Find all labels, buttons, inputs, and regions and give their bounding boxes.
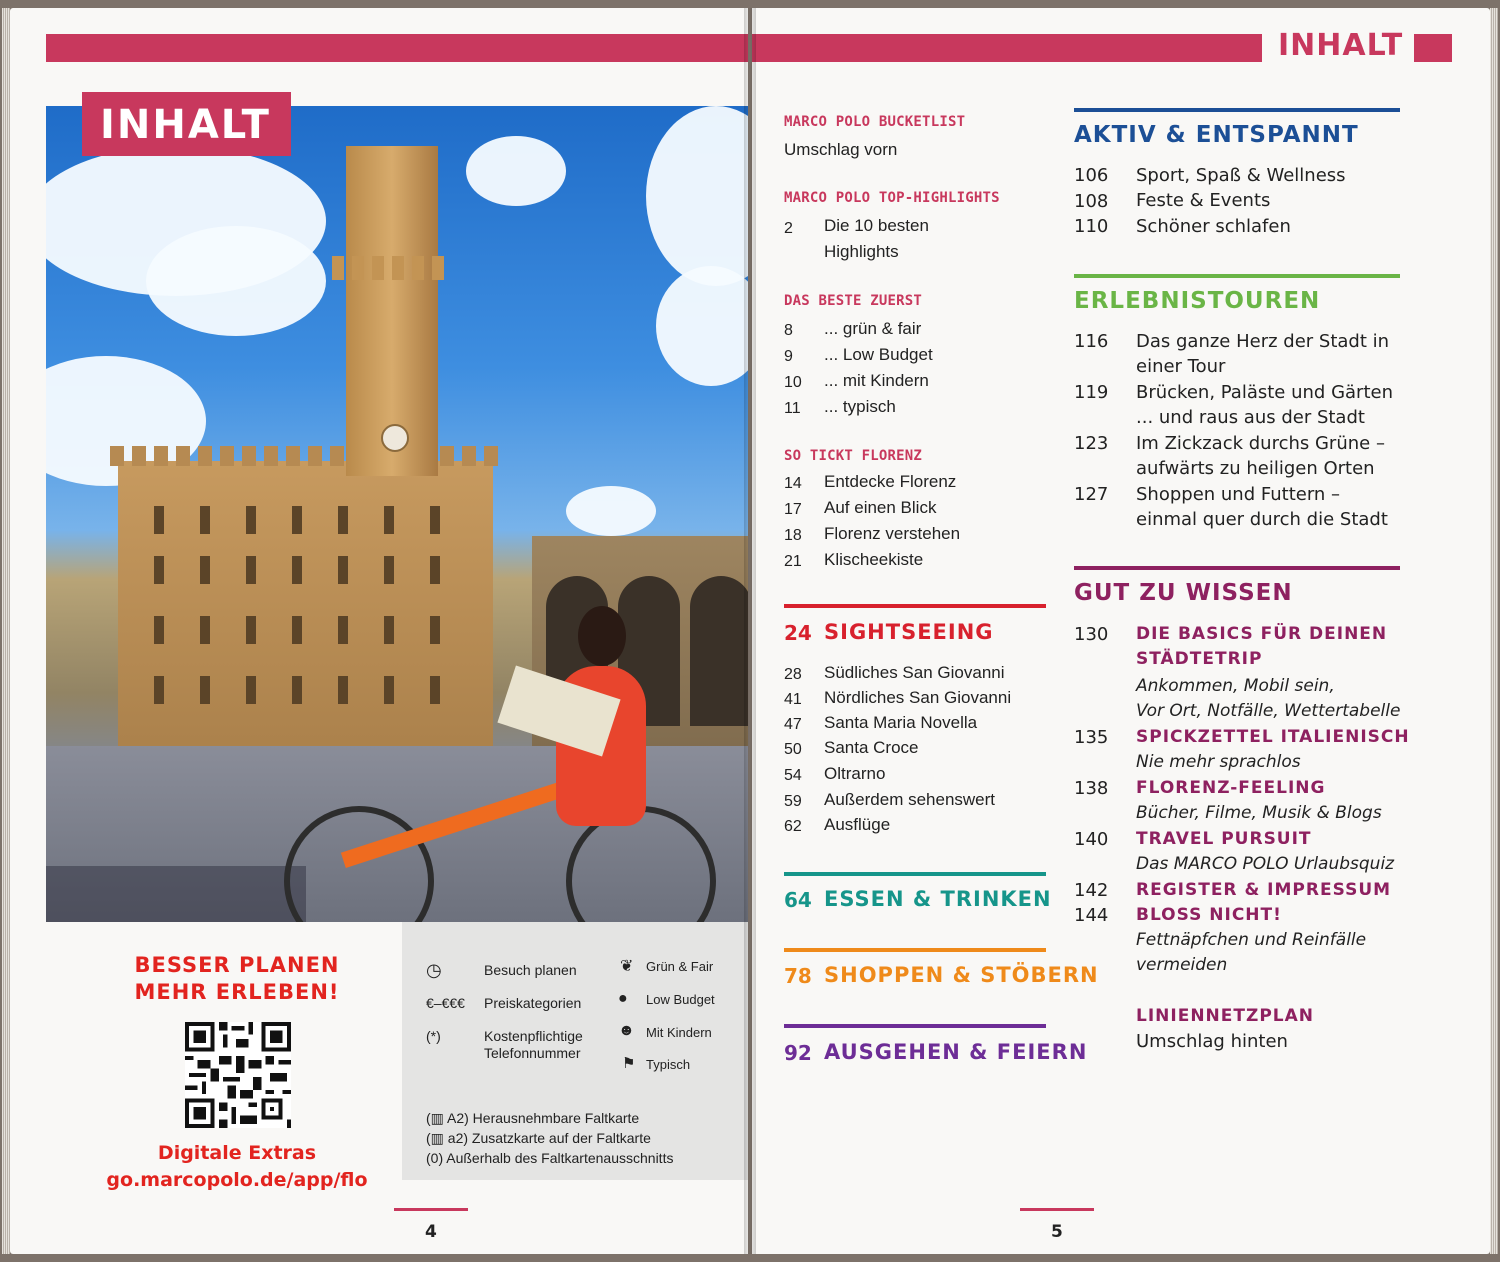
section-liniennetzplan[interactable]: LINIENNETZPLAN (1136, 1006, 1314, 1026)
touren-rule (1074, 274, 1400, 278)
toc-entry[interactable]: Ausflüge (824, 815, 891, 834)
price-range-symbol: €–€€€ (426, 995, 465, 1011)
section-shoppen-stoebern[interactable]: SHOPPEN & STÖBERN (824, 963, 1099, 987)
section-erlebnistouren[interactable]: ERLEBNISTOUREN (1074, 288, 1321, 314)
top-accent-bar-end (1414, 34, 1452, 62)
inhalt-badge: INHALT (82, 92, 291, 156)
toc-entry[interactable]: REGISTER & IMPRESSUM (1136, 880, 1392, 900)
toc-entry[interactable]: Im Zickzack durchs Grüne – aufwärts zu heiligen Orten (1136, 433, 1385, 479)
section-essen-trinken[interactable]: ESSEN & TRINKEN (824, 887, 1052, 911)
map-footnotes: (▥ A2) Herausnehmbare Faltkarte (▥ a2) Zusatzkarte auf der Faltkarte (0) Außerhalb des Faltkartenausschnitts (426, 1110, 674, 1166)
toc-entry[interactable]: Südliches San Giovanni (824, 663, 1005, 682)
toc-entry[interactable]: Das ganze Herz der Stadt in einer Tour (1136, 331, 1390, 377)
toc-entry-continued[interactable]: Highlights (824, 242, 899, 261)
wissen-rule (1074, 566, 1400, 570)
toc-entry[interactable]: Santa Croce (824, 738, 919, 757)
clock-icon: ◷ (426, 960, 442, 980)
section-top-highlights: MARCO POLO TOP-HIGHLIGHTS (784, 190, 1000, 206)
toc-entry[interactable]: Klischeekiste (824, 550, 924, 569)
section-bucketlist: MARCO POLO BUCKETLIST (784, 114, 966, 130)
digital-extras-promo (46, 922, 406, 1202)
promo-url[interactable]: go.marcopolo.de/app/flo (106, 1169, 368, 1191)
promo-subtitle: Digitale Extras go.marcopolo.de/app/flo (46, 1140, 428, 1194)
toc-entry[interactable]: ... grün & fair (824, 319, 922, 338)
leaf-icon: ❦ (620, 958, 634, 975)
children-icon: ☻ (618, 1022, 635, 1039)
phone-cost-symbol: (*) (426, 1028, 441, 1044)
toc-entry[interactable]: Außerdem sehenswert (824, 790, 996, 809)
symbol-legend: ◷ Besuch planen €–€€€ Preiskategorien (*) Kostenpflichtige Telefonnummer ❦ Grün & Fair ● Low Budget ☻ Mit Kindern ⚑ Typisch (▥ A2) Herausnehmbare Faltkarte (▥ a2) Zusatzkarte auf der Faltkarte (0) Außerhalb des Faltkartenausschnitts (402, 922, 748, 1180)
page-number-rule (1020, 1208, 1094, 1211)
toc-entry[interactable]: BLOSS NICHT! (1136, 905, 1282, 925)
left-page (10, 8, 748, 1254)
toc-entry[interactable]: Oltrarno (824, 764, 886, 783)
top-accent-bar (46, 34, 748, 62)
section-ausgehen-feiern[interactable]: AUSGEHEN & FEIERN (824, 1040, 1088, 1064)
toc-entry[interactable]: Brücken, Paläste und Gärten ... und raus aus der Stadt (1136, 382, 1393, 428)
toc-entry[interactable]: Feste & Events (1136, 190, 1271, 211)
ausgehen-rule (784, 1024, 1046, 1028)
sightseeing-rule (784, 604, 1046, 608)
page-number-rule (394, 1208, 468, 1211)
toc-entry[interactable]: Umschlag vorn (784, 140, 898, 159)
aktiv-rule (1074, 108, 1400, 112)
section-gut-zu-wissen[interactable]: GUT ZU WISSEN (1074, 580, 1293, 606)
qr-code[interactable] (179, 1022, 297, 1128)
section-so-tickt-florenz: SO TICKT FLORENZ (784, 448, 923, 464)
toc-entry[interactable]: Santa Maria Novella (824, 713, 978, 732)
running-title: INHALT (1278, 28, 1404, 63)
toc-entry[interactable]: DIE BASICS FÜR DEINEN STÄDTETRIP (1136, 624, 1388, 669)
toc-entry[interactable]: Nördliches San Giovanni (824, 688, 1012, 707)
toc-entry[interactable]: ... mit Kindern (824, 371, 929, 390)
palazzo-vecchio-photo (46, 106, 748, 922)
toc-entry[interactable]: Florenz verstehen (824, 524, 961, 543)
toc-entry[interactable]: Entdecke Florenz (824, 472, 957, 491)
book-gutter (744, 8, 756, 1254)
top-accent-bar (752, 34, 1262, 62)
toc-entry[interactable]: Shoppen und Futtern – einmal quer durch die Stadt (1136, 484, 1388, 530)
toc-entry[interactable]: Auf einen Blick (824, 498, 937, 517)
piggy-bank-icon: ● (618, 990, 628, 1007)
toc-entry[interactable]: Umschlag hinten (1136, 1031, 1288, 1052)
page-number-right: 5 (1051, 1222, 1063, 1242)
toc-entry[interactable]: ... typisch (824, 397, 896, 416)
promo-title: BESSER PLANEN MEHR ERLEBEN! (134, 953, 340, 1004)
section-das-beste-zuerst: DAS BESTE ZUERST (784, 293, 923, 309)
essen-rule (784, 872, 1046, 876)
toc-entry[interactable]: SPICKZETTEL ITALIENISCH (1136, 727, 1410, 747)
toc-entry[interactable]: ... Low Budget (824, 345, 933, 364)
right-page-edges (1490, 8, 1498, 1254)
toc-entry[interactable]: Sport, Spaß & Wellness (1136, 165, 1346, 186)
flag-icon: ⚑ (622, 1055, 636, 1072)
section-aktiv-entspannt[interactable]: AKTIV & ENTSPANNT (1074, 122, 1359, 148)
toc-entry[interactable]: FLORENZ-FEELING (1136, 778, 1326, 798)
shoppen-rule (784, 948, 1046, 952)
page-number-left: 4 (425, 1222, 437, 1242)
toc-entry[interactable]: TRAVEL PURSUIT (1136, 829, 1312, 849)
right-page: INHALT MARCO POLO BUCKETLIST Umschlag vorn MARCO POLO TOP-HIGHLIGHTS 2 Die 10 besten Highlights DAS BESTE ZUERST 8 ... grün & fair 9 ... Low Budget 10 ... mit Kindern 11 ... typisch SO TICKT FLORENZ 14 Entdecke Florenz 17 Auf einen Blick 18 Florenz verstehen 21 Klischeekiste 24 SIGHTSEEING 28 Südliches San Giovanni 41 Nördliches San Giovanni 47 Santa Maria Novella 50 Santa Croce 54 Oltrarno 59 Außerdem sehenswert 62 Ausflüge 64 ESSEN & TRINKEN 78 SHOPPEN & STÖBERN 92 AUSGEHEN & FEIERN AKTIV & ENTSPANNT 106 Sport, Spaß & Wellness 108 Feste & Events 110 Schöner schlafen ERLEBNISTOUREN 116 Das ganze Herz der Stadt in einer Tour 119 Brücken, Paläste und Gärten ... und raus aus der Stadt 123 Im Zickzack durchs Grüne – aufwärts zu heiligen Orten 127 Shoppen und Futtern – einmal quer durch die Stadt GUT ZU WISSEN 130 DIE BASICS FÜR DEINEN STÄDTETRIP Ankommen, Mobil sein, Vor Ort, Notfälle, Wettertabelle 135 SPICKZETTEL ITALIENISCH Nie mehr sprachlos 138 FLORENZ-FEELING Bücher, Filme, Musik & Blogs 140 TRAVEL PURSUIT Das MARCO POLO Urlaubsquiz 142 REGISTER & IMPRESSUM 144 BLOSS NICHT! Fettnäpfchen und Reinfälle vermeiden LINIENNETZPLAN Umschlag hinten 5 (752, 8, 1490, 1254)
toc-entry[interactable]: Schöner schlafen (1136, 216, 1291, 237)
left-page-edges (2, 8, 10, 1254)
section-sightseeing[interactable]: SIGHTSEEING (824, 620, 994, 644)
toc-entry[interactable]: Die 10 besten (824, 216, 929, 235)
